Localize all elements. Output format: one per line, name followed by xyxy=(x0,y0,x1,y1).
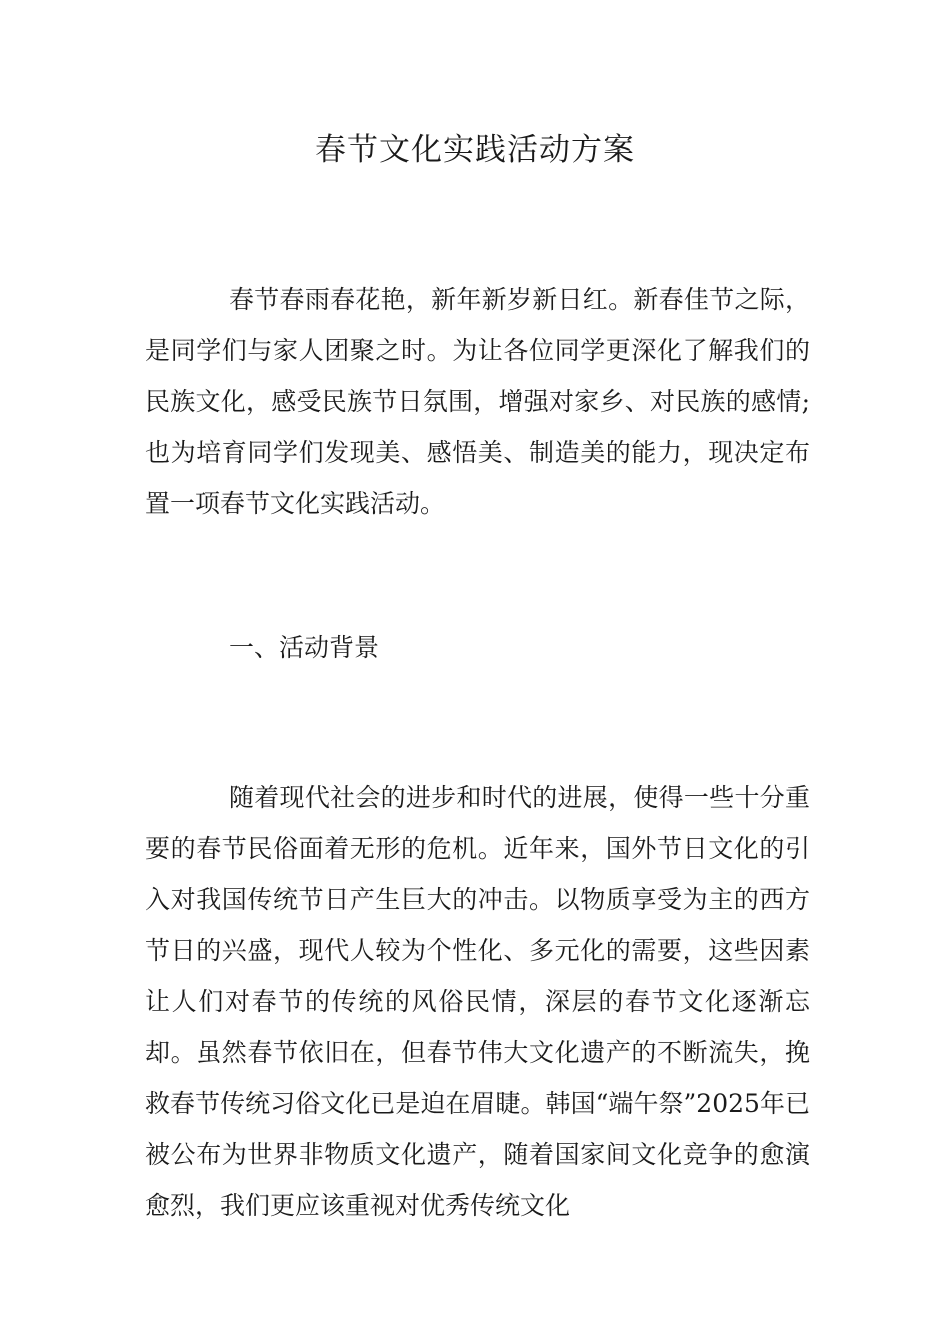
background-paragraph: 随着现代社会的进步和时代的进展，使得一些十分重要的春节民俗面着无形的危机。近年来，国外节日文化的引入对我国传统节日产生巨大的冲击。以物质享受为主的西方节日的兴盛，现代人较为个性化、多元化的需要，这些因素让人们对春节的传统的风俗民情，深层的春节文化逐渐忘却。虽然春节依旧在，但春节伟大文化遗产的不断流失，挽救春节传统习俗文化已是迫在眉睫。韩国“端午祭”2025年已被公布为世界非物质文化遗产，随着国家间文化竞争的愈演愈烈，我们更应该重视对优秀传统文化 xyxy=(145,783,810,1220)
intro-paragraph: 春节春雨春花艳，新年新岁新日红。新春佳节之际，是同学们与家人团聚之时。为让各位同学更深化了解我们的民族文化，感受民族节日氛围，增强对家乡、对民族的感情;也为培育同学们发现美、感悟美、制造美的能力，现决定布置一项春节文化实践活动。 xyxy=(145,285,810,518)
document-title: 春节文化实践活动方案 xyxy=(315,132,635,168)
section-heading-background: 一、活动背景 xyxy=(229,633,380,662)
